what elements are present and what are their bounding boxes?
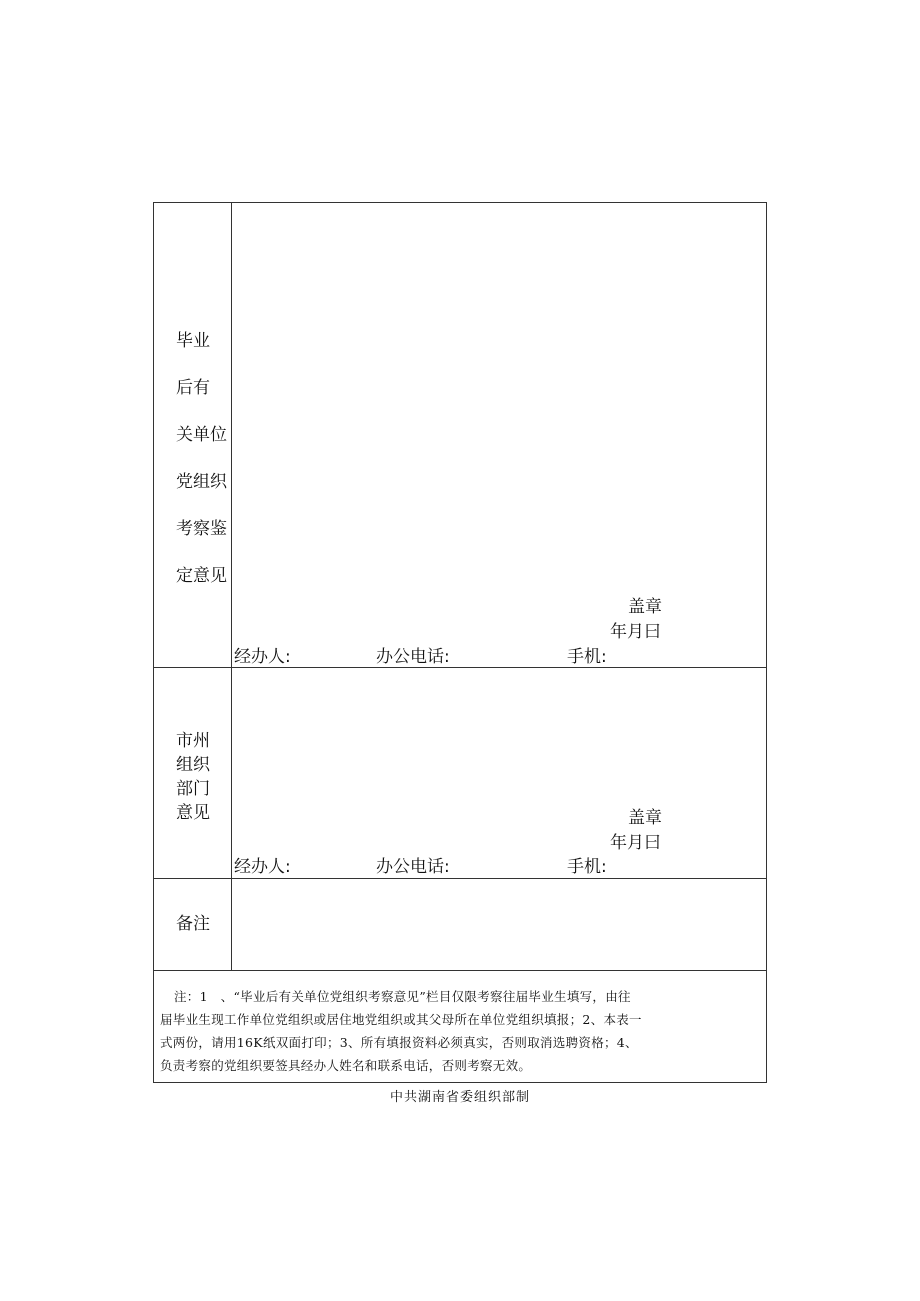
section1-date: 年月曰 xyxy=(610,622,661,642)
note-line: 负责考察的党组织要签具经办人姓名和联系电话，否则考察无效。 xyxy=(160,1058,532,1073)
section1-opinion-area[interactable] xyxy=(232,203,767,667)
section2-seal: 盖章 xyxy=(628,808,662,828)
section1-label-line: 党组织 xyxy=(176,472,227,492)
section2-date: 年月曰 xyxy=(610,833,661,853)
section1-label-line: 定意见 xyxy=(176,566,227,586)
section2-label-line: 市州 xyxy=(176,731,210,751)
note-line: 式两份，请用16K纸双面打印；3、所有填报资料必须真实，否则取消选聘资格；4、 xyxy=(160,1035,638,1050)
note-line: 届毕业生现工作单位党组织或居住地党组织或其父母所在单位党组织填报；2、本表一 xyxy=(160,1012,642,1027)
section2-mobile-label: 手机: xyxy=(567,857,607,877)
section2-label-line: 部门 xyxy=(176,779,210,799)
section2-handler-label: 经办人: xyxy=(234,857,291,877)
section1-label-line: 毕业 xyxy=(176,331,210,351)
issuer-footer: 中共湖南省委组织部制 xyxy=(389,1090,530,1105)
section2-opinion-area[interactable] xyxy=(232,668,767,878)
section1-seal: 盖章 xyxy=(628,597,662,617)
form-notes xyxy=(160,985,760,1077)
remarks-area[interactable] xyxy=(232,879,767,970)
section1-label xyxy=(176,318,227,600)
divider-section3 xyxy=(154,970,766,971)
section2-label xyxy=(176,729,210,825)
section2-label-line: 组织 xyxy=(176,755,210,775)
section1-mobile-label: 手机: xyxy=(567,647,607,667)
remarks-label: 备注 xyxy=(176,914,210,934)
section2-label-line: 意见 xyxy=(176,803,210,823)
note-line: 注：1 、“毕业后有关单位党组织考察意见”栏目仅限考察往届毕业生填写，由往 xyxy=(174,989,631,1004)
section1-label-line: 后有 xyxy=(176,378,210,398)
section1-handler-label: 经办人: xyxy=(234,647,291,667)
review-form-table xyxy=(153,202,767,1083)
section1-label-line: 考察鉴 xyxy=(176,519,227,539)
section2-office-phone-label: 办公电话: xyxy=(376,857,450,877)
section1-office-phone-label: 办公电话: xyxy=(376,647,450,667)
section1-label-line: 关单位 xyxy=(176,425,227,445)
